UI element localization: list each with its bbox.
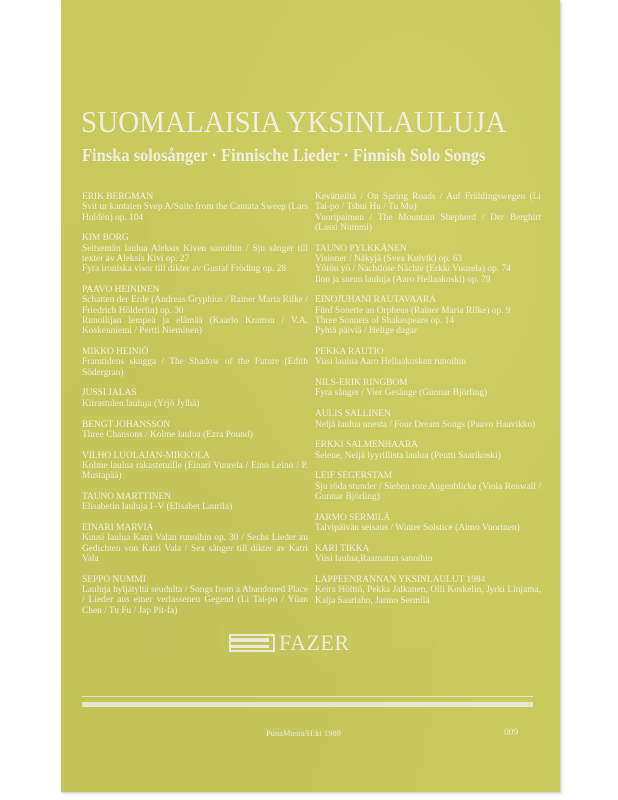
left-column-song-list [82,192,308,627]
composer-entry [82,285,308,336]
work-title: Fyra ironiska visor till dikter av Gustaf Fröding op. 28 [82,264,287,275]
composer-entry [82,492,308,513]
composer-name: JARMO SERMILÄ [315,512,391,523]
fazer-logo-mark-icon [229,634,275,652]
work-title: Viisi laulua Aaro Hellaakosken runoihin [315,357,466,368]
work-title: Sju röda stunder / Sieben rote Augenblicke (Viola Renwall / Gunnar Björling) [315,481,541,503]
work-title: Yötön yö / Nachtlose Nächte (Erkki Vuorela) op. 74 [315,264,511,275]
composer-entry [82,523,308,564]
composer-entry [82,451,308,482]
work-title: Runoilijan lempeä ja elämää (Kaarlo Kramsu / V.A. Koskenniemi / Pertti Nieminen) [82,315,308,337]
divider-thick [82,702,533,707]
composer-entry [315,513,541,534]
composer-entry [315,575,541,606]
composer-name: VILHO LUOLAJAN-MIKKOLA [82,450,210,461]
work-title: Visioner / Näkyjä (Svea Kulvik) op. 63 [315,253,463,264]
work-title: Elisabetin lauluja I–V (Elisabet Laurila) [82,502,233,513]
work-title: Fünf Sonette an Orpheus (Rainer Maria Rilke) op. 9 [315,305,511,316]
footer-imprint: PunaMusta/H:ki 1989 [266,728,341,738]
footer-catalog-number: 009 [504,728,519,738]
composer-name: PAAVO HEININEN [82,285,160,296]
composer-name: TAUNO PYLKKÄNEN [315,243,407,254]
composer-name: LEIF SEGERSTAM [315,471,393,482]
composer-entry [315,471,541,502]
work-title: Schatten der Erde (Andreas Gryphius / Rainer Maria Rilke / Friedrich Hölderlin) op. 30 [82,295,308,316]
composer-entry [82,192,308,223]
work-title: Kevätteiltä / On Spring Roads / Auf Frühlingswegen (Li Tai-po / Tshui Hu / Tu Mu) [315,192,541,213]
work-title: Pyhiä päiviä / Helige dagar [315,326,418,337]
composer-name: AULIS SALLINEN [315,409,391,420]
work-title: Vuoripaimen / The Mountain Shepherd / Der Berghirt (Lassi Nummi) [315,212,541,233]
composer-entry [82,420,308,441]
work-title: Three Chansons / Kolme laulua (Ezra Pound) [82,429,253,440]
work-title: Three Sonnets of Shakespeare op. 14 [315,315,455,326]
work-title: Selene, Neljä lyyrillista laulua (Pentti Saarikoski) [315,450,501,461]
composer-name: ERIK BERGMAN [82,192,154,202]
work-title: Talvipäivän seisaus / Winter Solstice (Aimo Vuorinen) [315,523,520,534]
divider-thin [82,696,533,697]
composer-entry [315,440,541,461]
fazer-logo [229,630,350,656]
composer-entry [315,544,541,565]
composer-name: KIM BORG [82,233,129,244]
composer-name: PEKKA RAUTIO [315,347,384,358]
work-title: Keira Hölttö, Pekka Jalkanen, Olli Koskelin, Jyrki Linjama, Kaija Saariaho, Jarmo Sermilä [315,585,541,606]
composer-name: NILS-ERIK RINGBOM [315,378,408,389]
composer-name: ERKKI SALMENHAARA [315,440,418,451]
composer-entry [82,575,308,616]
work-title: Kolme laulua rakastetuille (Einari Vuorela / Eino Leino / P. Mustapää) [82,460,308,482]
work-title: Framtidens skugga / The Shadow of the Future (Edith Södergran) [82,357,308,378]
composer-name: EINOJUHANI RAUTAVAARA [315,295,437,306]
composer-entry [82,388,308,409]
work-title: Seitsemän laulua Aleksis Kiven sanoihin / Sju sånger till texter av Aleksis Kivi op. 27 [82,243,308,264]
work-title: Kuusi laulua Katri Valan runoihin op. 30 / Sechs Lieder zu Gedichten von Katri Vala / Sex sånger till dikter av Katri Vala [82,533,308,565]
page-title: SUOMALAISIA YKSINLAULUJA [81,104,507,139]
composer-entry [315,409,541,430]
composer-name: BENGT JOHANSSON [82,419,171,430]
composer-name: LAPPEENRANNAN YKSINLAULUT 1984 [315,575,486,586]
composer-name: JUSSI JALAS [82,388,137,399]
composer-name: MIKKO HEINIÖ [82,347,149,358]
work-title: Fyra sånger / Vier Gesänge (Gunnar Björling) [315,388,488,399]
right-column-song-list [315,192,541,616]
composer-entry [315,192,541,233]
fazer-logo-text: FAZER [279,630,350,655]
work-title: Lauluja hyljätyltä seudulta / Songs from a Abandoned Place / Lieder aus einer verlassenen Gegend (Li Tai-po / Yüan Chen / Tu Fu / Jap Pit-fa) [82,585,308,616]
work-title: Kiirastulen lauluja (Yrjö Jylhä) [82,398,200,409]
work-title: Viisi laulua,Raamatun sanoihin [315,554,433,565]
composer-entry [315,295,541,336]
composer-name: KARI TIKKA [315,543,370,554]
page-subtitle: Finska solosånger · Finnische Lieder · Finnish Solo Songs [82,145,486,165]
work-title: Svit ur kantaten Svep A/Suite from the Cantata Sweep (Lars Huldén) op. 104 [82,202,308,223]
composer-name: EINARI MARVIA [82,523,154,534]
composer-name: TAUNO MARTTINEN [82,492,172,503]
composer-entry [82,347,308,378]
composer-entry [315,244,541,285]
work-title: Ilon ja surun lauluja (Aaro Hellaakoski) op. 79 [315,274,491,285]
composer-name: SEPPO NUMMI [82,574,146,585]
composer-entry [82,233,308,274]
booklet-back-cover [61,0,560,792]
composer-entry [315,347,541,368]
work-title: Neljä laulua unesta / Four Dream Songs (Paavo Haavikko) [315,419,536,430]
composer-entry [315,378,541,399]
